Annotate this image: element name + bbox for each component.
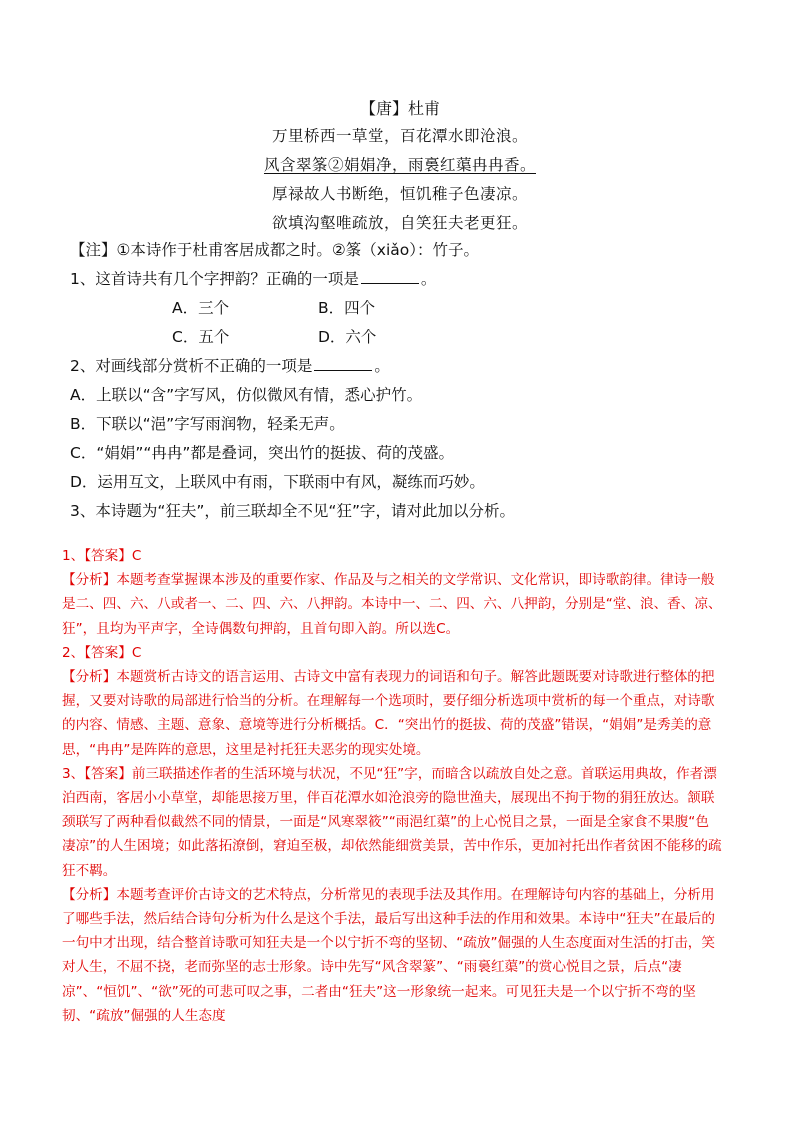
answer-3-text: 3、【答案】前三联描述作者的生活环境与状况，不见“狂”字，而暗含以疏放自处之意。首联运用典故，作者漂泊西南，客居小小草堂，却能思接万里，伴百花潭水如沧浪旁的隐世渔夫，展现出不拘于物的狷狂放达。颔联颈联写了两种看似截然不同的情景，一面是“风寒翠筱”“雨浥红蕖”的上心悦目之景，一面是全家食不果腹“色凄凉”的人生困境；如此落拓潦倒，窘迫至极，却依然能细赏美景，苦中作乐，更加衬托出作者贫困不能移的疏狂不羁。 [62, 765, 722, 879]
question-3: 3、本诗题为“狂夫”，前三联却全不见“狂”字，请对此加以分析。 [70, 502, 515, 520]
q2-option-a: A．上联以“含”字写风，仿似微风有情，悉心护竹。 [70, 386, 423, 404]
q2-option-c: C．“娟娟”“冉冉”都是叠词，突出竹的挺拔、荷的茂盛。 [70, 444, 454, 462]
q2-option-b: B．下联以“浥”字写雨润物，轻柔无声。 [70, 415, 345, 433]
question-2 [70, 354, 390, 376]
question-1-end: 。 [420, 270, 437, 288]
answer-1-label: 1、【答案】C [62, 548, 142, 564]
question-1 [70, 267, 436, 289]
q1-option-c: C．五个 [172, 328, 230, 346]
q2-option-d: D．运用互文，上联风中有雨，下联雨中有风，凝练而巧妙。 [70, 473, 485, 491]
answer-2-analysis: 【分析】本题赏析古诗文的语言运用、古诗文中富有表现力的词语和句子。解答此题既要对诗歌进行整体的把握，又要对诗歌的局部进行恰当的分析。在理解每一个选项时，要仔细分析选项中赏析的每一个重点，对诗歌的内容、情感、主题、意象、意境等进行分析概括。C．“突出竹的挺拔、荷的茂盛”错误，“娟娟”是秀美的意思，“冉冉”是阵阵的意思，这里是衬托狂夫恶劣的现实处境。 [62, 669, 715, 758]
question-2-end: 。 [374, 357, 390, 375]
answer-blank [314, 356, 372, 371]
question-2-text: 2、对画线部分赏析不正确的一项是 [70, 357, 313, 375]
underlined-couplet-text: 风含翠筿②娟娟净，雨裛红蕖冉冉香。 [263, 156, 536, 174]
poem-line-4: 欲填沟壑唯疏放，自笑狂夫老更狂。 [271, 214, 528, 232]
answer-section [62, 544, 722, 1028]
q1-option-a: A．三个 [172, 299, 230, 317]
q1-option-b: B．四个 [318, 299, 376, 317]
poem-line-3: 厚禄故人书断绝，恒饥稚子色凄凉。 [271, 185, 528, 203]
poem-line-2-underlined [0, 153, 800, 175]
answer-1-analysis: 【分析】本题考查掌握课本涉及的重要作家、作品及与之相关的文学常识、文化常识，即诗歌韵律。律诗一般是二、四、六、八或者一、二、四、六、八押韵。本诗中一、二、四、六、八押韵，分别是“堂、浪、香、凉、狂”，且均为平声字，全诗偶数句押韵，且首句即入韵。所以选C。 [62, 572, 722, 637]
answer-3-analysis: 【分析】本题考查评价古诗文的艺术特点，分析常见的表现手法及其作用。在理解诗句内容的基础上，分析用了哪些手法，然后结合诗句分析为什么是这个手法，最后写出这种手法的作用和效果。本诗中“狂夫”在最后的一句中才出现，结合整首诗歌可知狂夫是一个以宁折不弯的坚韧、“疏放”倔强的人生态度面对生活的打击，笑对人生，不屈不挠，老而弥坚的志士形象。诗中先写“风含翠篆”、“雨裛红蕖”的赏心悦目之景，后点“凄凉”、“恒饥”、“欲”死的可悲可叹之事，二者由“狂夫”这一形象统一起来。可见狂夫是一个以宁折不弯的坚韧、“疏放”倔强的人生态度 [62, 886, 715, 1024]
answer-blank [361, 269, 419, 284]
poem-note: 【注】①本诗作于杜甫客居成都之时。②筿（xiǎo）：竹子。 [70, 241, 480, 259]
poem-line-1: 万里桥西一草堂，百花潭水即沧浪。 [271, 127, 528, 145]
q1-option-d: D．六个 [318, 328, 377, 346]
question-1-text: 1、这首诗共有几个字押韵？正确的一项是 [70, 270, 359, 288]
poem-title: 【唐】杜甫 [359, 99, 440, 118]
answer-2-label: 2、【答案】C [62, 644, 142, 661]
